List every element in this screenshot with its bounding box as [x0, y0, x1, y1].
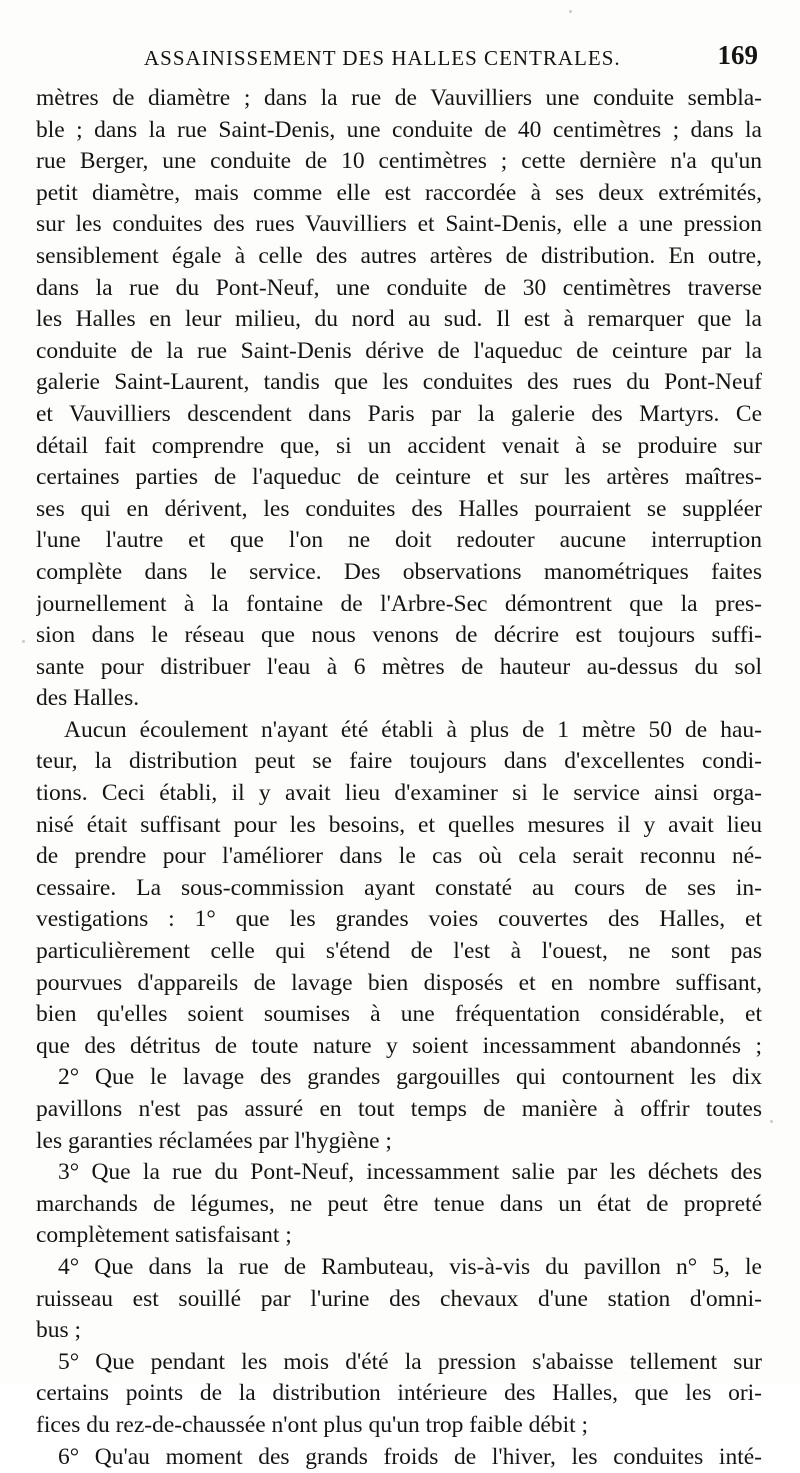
text-line: l'une l'autre et que l'on ne doit redouter aucune interruption [36, 527, 762, 554]
text-line: complète dans le service. Des observations manométriques faites [36, 558, 762, 585]
list-item-line: 4° Que dans la rue de Rambuteau, vis-à-vis du pavillon n° 5, le [58, 1253, 762, 1280]
list-item-line: 3° Que la rue du Pont-Neuf, incessamment salie par les déchets des [58, 1159, 762, 1186]
text-line: sante pour distribuer l'eau à 6 mètres de hauteur au-dessus du sol [36, 653, 762, 680]
running-head [36, 40, 762, 76]
list-item-line: 6° Qu'au moment des grands froids de l'hiver, les conduites inté- [58, 1443, 762, 1470]
text-line: cessaire. La sous-commission ayant constaté au cours de ses in- [36, 874, 762, 901]
text-line: particulièrement celle qui s'étend de l'est à l'ouest, ne sont pas [36, 938, 762, 965]
text-line: nisé était suffisant pour les besoins, et quelles mesures il y avait lieu [36, 811, 762, 838]
text-line: les Halles en leur milieu, du nord au sud. Il est à remarquer que la [36, 306, 762, 333]
text-line: ses qui en dérivent, les conduites des Halles pourraient se suppléer [36, 495, 762, 522]
text-line: de prendre pour l'améliorer dans le cas où cela serait reconnu né- [36, 843, 762, 870]
list-item-line: 5° Que pendant les mois d'été la pression s'abaisse tellement sur [58, 1348, 762, 1375]
text-line: ble ; dans la rue Saint-Denis, une conduite de 40 centimètres ; dans la [36, 116, 762, 143]
paragraph-end-line: fices du rez-de-chaussée n'ont plus qu'un trop faible débit ; [36, 1411, 589, 1438]
text-line: détail fait comprendre que, si un accident venait à se produire sur [36, 432, 762, 459]
text-line: pavillons n'est pas assuré en tout temps de manière à offrir toutes [36, 1096, 762, 1122]
text-line: sensiblement égale à celle des autres artères de distribution. En outre, [36, 242, 762, 269]
text-line: certains points de la distribution intérieure des Halles, que les ori- [36, 1380, 762, 1407]
text-line: ruisseau est souillé par l'urine des chevaux d'une station d'omni- [36, 1285, 762, 1312]
text-line: bien qu'elles soient soumises à une fréquentation considérable, et [36, 1001, 762, 1028]
text-line: vestigations : 1° que les grandes voies couvertes des Halles, et [36, 906, 762, 933]
text-line: dans la rue du Pont-Neuf, une conduite de 30 centimètres traverse [36, 274, 762, 301]
paper-speck [22, 640, 25, 643]
paragraph-end-line: complètement satisfaisant ; [36, 1222, 292, 1249]
text-line: journellement à la fontaine de l'Arbre-Sec démontrent que la pres- [36, 590, 762, 617]
text-line: certaines parties de l'aqueduc de ceinture et sur les artères maîtres- [36, 464, 762, 491]
running-title: ASSAINISSEMENT DES HALLES CENTRALES. [144, 46, 621, 70]
text-line: tions. Ceci établi, il y avait lieu d'examiner si le service ainsi orga- [36, 780, 762, 807]
text-line: rue Berger, une conduite de 10 centimètres ; cette dernière n'a qu'un [36, 148, 762, 175]
text-line: galerie Saint-Laurent, tandis que les conduites des rues du Pont-Neuf [36, 369, 762, 396]
text-line: petit diamètre, mais comme elle est raccordée à ses deux extrémités, [36, 179, 762, 206]
paragraph-start-line: Aucun écoulement n'ayant été établi à plus de 1 mètre 50 de hau- [64, 716, 762, 743]
text-line: et Vauvilliers descendent dans Paris par la galerie des Martyrs. Ce [36, 400, 762, 427]
text-line: teur, la distribution peut se faire toujours dans d'excellentes condi- [36, 748, 762, 775]
paper-speck [770, 1120, 773, 1123]
text-line: pourvues d'appareils de lavage bien disposés et en nombre suffisant, [36, 969, 762, 996]
text-line: que des détritus de toute nature y soient incessamment abandonnés ; [36, 1032, 762, 1059]
text-line: conduite de la rue Saint-Denis dérive de l'aqueduc de ceinture par la [36, 337, 762, 364]
paragraph-end-line: des Halles. [36, 685, 140, 712]
paper-speck [569, 10, 572, 13]
text-line: marchands de légumes, ne peut être tenue dans un état de propreté [36, 1190, 762, 1217]
paragraph-end-line: les garanties réclamées par l'hygiène ; [36, 1127, 392, 1154]
text-line: sion dans le réseau que nous venons de décrire est toujours suffi- [36, 622, 762, 649]
text-line: mètres de diamètre ; dans la rue de Vauvilliers une conduite sembla- [36, 85, 762, 111]
paragraph-end-line: bus ; [36, 1317, 82, 1344]
list-item-line: 2° Que le lavage des grandes gargouilles qui contournent les dix [58, 1064, 762, 1091]
body-text [36, 83, 762, 1473]
text-line: sur les conduites des rues Vauvilliers et Saint-Denis, elle a une pression [36, 211, 762, 238]
page-number: 169 [717, 40, 758, 70]
